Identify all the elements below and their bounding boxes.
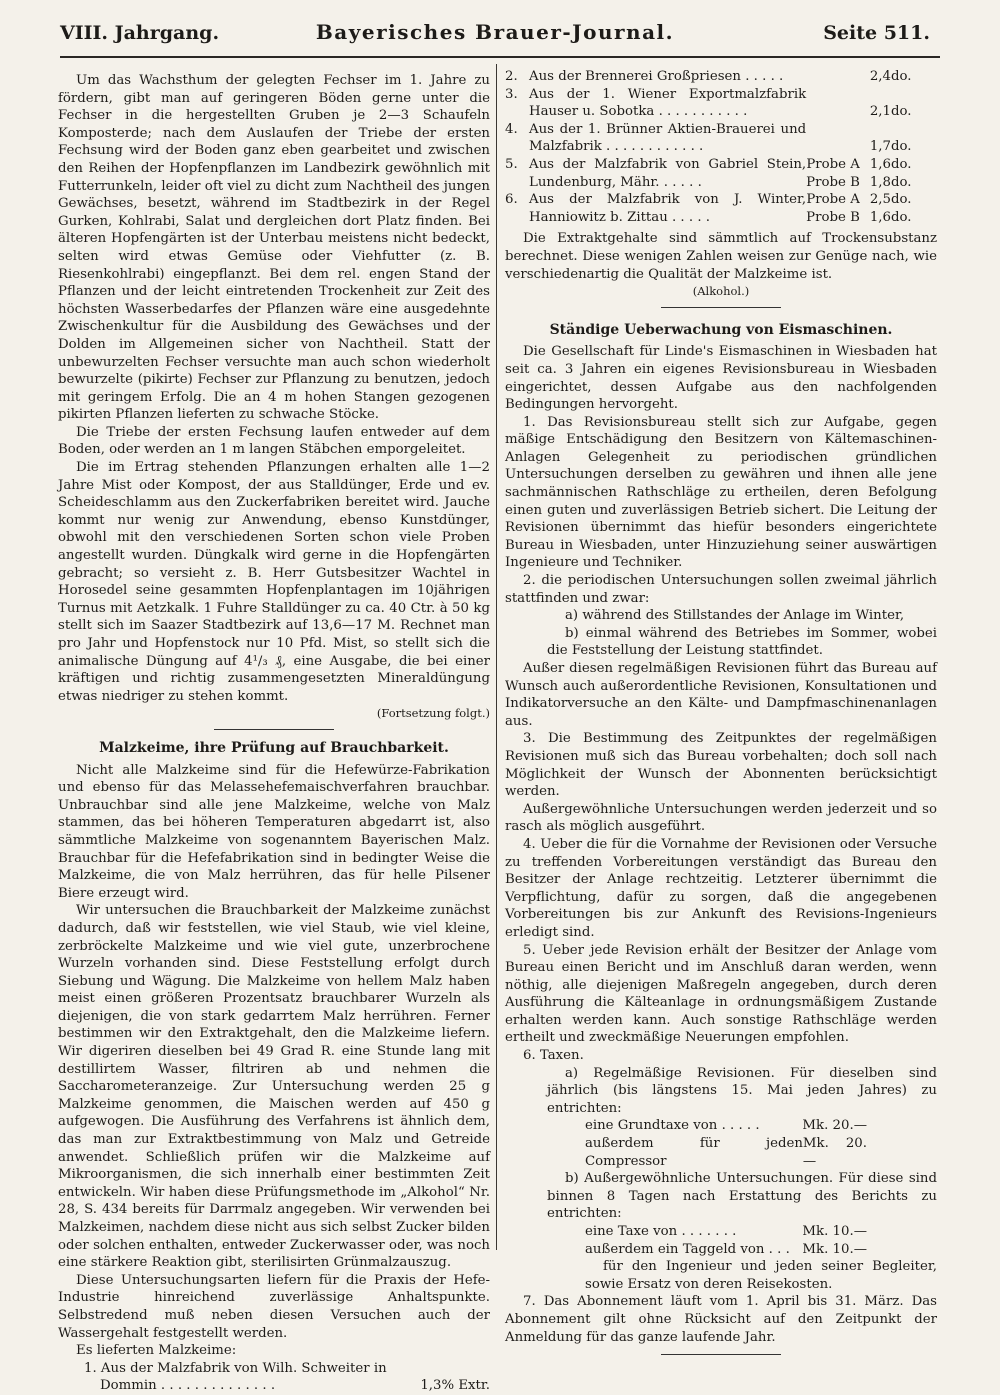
probe-label: Probe B [806,209,860,225]
result-source: Aus der Malzfabrik von Gabriel Stein, Lundenburg, Mähr. . . . . . [529,156,807,190]
probe-label: Probe A [806,156,860,172]
malt-section-title: Malzkeime, ihre Prüfung auf Brauchbarkeit. [99,739,449,756]
probe-b-row [806,209,891,227]
probe-label: Probe B [806,174,860,190]
ice-section-title: Ständige Ueberwachung von Eismaschinen. [549,321,893,338]
result-source: Aus der 1. Brünner Aktien-Brauerei und Malzfabrik . . . . . . . . . . . . [529,121,807,155]
probe-b-row [806,174,891,192]
result-unit: do. [891,156,912,172]
ice-condition-6a: a) Regelmäßige Revisionen. Für dieselben sind jährlich (bis längstens 15. Mai jeden Jahres) zu entrichten: [547,1065,937,1116]
result-unit: do. [891,209,912,225]
malt-paragraph: Diese Untersuchungsarten liefern für die Praxis der Hefe-Industrie hinreichend zuverlässige Anhaltspunkte. Selbstredend muß neben diesen Versuchen auch der Wassergehalt festgestellt werden. [58,1272,490,1341]
ice-condition-2: 2. die periodischen Untersuchungen sollen zweimal jährlich stattfinden und zwar: [505,573,937,606]
ice-condition-6c: für den Ingenieur und jeden seiner Begleiter, sowie Ersatz von deren Reisekosten. [585,1259,937,1292]
column-divider [496,64,497,1250]
result-num: 6. [505,192,518,208]
ice-condition-2a: a) während des Stillstandes der Anlage im Winter, [565,608,905,624]
ice-condition-5: 5. Ueber jede Revision erhält der Besitzer der Anlage vom Bureau einen Bericht und im Anschluß daran werden, wenn nöthig, alle diejenigen Maßregeln angegeben, durch deren Ausführung die Kälteanlage in ordnungsmäßigem Zustande erhalten werden kann. Auch sonstige Rathschläge werden ertheilt und zweckmäßige Neuerungen empfohlen. [505,942,937,1046]
malt-paragraph: Es lieferten Malzkeime: [76,1343,237,1359]
result-row [505,156,937,191]
source-note: (Alkohol.) [692,284,750,299]
result-row [505,86,937,121]
fee-row [505,1241,937,1259]
right-column [505,68,937,1365]
fee-label: eine Taxe von . . . . . . . [585,1224,737,1239]
ice-condition-3b: Außergewöhnliche Untersuchungen werden jederzeit und so rasch als möglich ausgeführt. [505,801,937,835]
fee-value: Mk. 20.— [802,1136,867,1169]
fee-value: Mk. 20.— [802,1118,867,1134]
result-value-pair [806,191,891,226]
result-unit: do. [891,192,912,208]
result-num: 4. [505,121,518,137]
ice-condition-7: 7. Das Abonnement läuft vom 1. April bis 31. März. Das Abonnement gilt ohne Rücksicht auf den Zeitpunkt der Anmeldung für das ganze laufende Jahr. [505,1294,937,1345]
section-separator [661,1354,781,1355]
probe-a-row [806,156,891,174]
fee-row [505,1223,937,1241]
fee-value: Mk. 10.— [802,1224,867,1239]
result-num: 3. [505,86,518,102]
result-value: 2,1 [869,104,891,120]
result-unit-pair [891,191,937,226]
fee-value: Mk. 10.— [802,1241,867,1257]
fee-row [505,1117,937,1135]
continuation-note: (Fortsetzung folgt.) [376,706,490,721]
result-unit: do. [891,104,912,120]
probe-a-row [806,191,891,209]
result-source: Aus der Brennerei Großpriesen . . . . . [529,69,784,84]
malt-item-1-line1: 1. Aus der Malzfabrik von Wilh. Schweiter in [84,1360,387,1376]
ice-condition-6b: b) Außergewöhnliche Untersuchungen. Für diese sind binnen 8 Tagen nach Erstattung des Berichts zu entrichten: [547,1171,937,1222]
result-unit: do. [891,69,912,84]
ice-condition-4: 4. Ueber die für die Vornahme der Revisionen oder Versuche zu treffenden Vorbereitungen verständigt das Bureau den Besitzer der Anlage rechtzeitig. Letzterer übernimmt die Verpflichtung, dafür zu sorgen, daß die angegebenen Vorbereitungen bis zur Ankunft des Revisions-Ingenieurs erledigt sind. [505,836,937,940]
probe-value: 1,8 [869,174,891,190]
result-num: 2. [505,69,518,84]
extract-note: Die Extraktgehalte sind sämmtlich auf Trockensubstanz berechnet. Diese wenigen Zahlen weisen zur Genüge nach, wie verschiedenartig die Qualität der Malzkeime ist. [505,231,937,282]
result-source: Aus der Malzfabrik von J. Winter, Hanniowitz b. Zittau . . . . . [529,192,807,225]
fee-row [505,1135,937,1170]
page-header [60,20,930,50]
ice-condition-1: 1. Das Revisionsbureau stellt sich zur Aufgabe, gegen mäßige Entschädigung den Besitzern von Kältemaschinen-Anlagen Gelegenheit zu periodischen gründlichen Untersuchungen derselben zu gewähren und ihnen alle jene sachmännischen Rathschläge zu ertheilen, deren Befolgung einen guten und zuverlässigen Betrieb sichert. Die Leitung der Revisionen übernimmt das hiefür besonders eingerichtete Bureau in Wiesbaden, unter Hinzuziehung seiner auswärtigen Ingenieure und Techniker. [505,414,937,571]
ice-condition-2b: b) einmal während des Betriebes im Sommer, wobei die Feststellung der Leistung stattfindet. [547,625,937,659]
journal-title: Bayerisches Brauer-Journal. [315,20,675,44]
result-value: 2,4 [869,69,891,84]
hop-paragraph: Die im Ertrag stehenden Pflanzungen erhalten alle 1—2 Jahre Mist oder Kompost, der aus Stalldünger, Erde und ev. Scheideschlamm aus den Zuckerfabriken bereitet wird. Jauche kommt nur wenig zur Anwendung, ebenso Kunstdünger, obwohl mit den verschiedenen Sorten schon viele Proben angestellt wurden. Düngkalk wird gerne in die Hopfengärten gebracht; so versieht z. B. Herr Gutsbesitzer Wachtel in Horosedel seine gesammten Hopfenplantagen im 10jährigen Turnus mit Aetzkalk. 1 Fuhre Stalldünger zu ca. 40 Ctr. à 50 kg stellt sich im Saazer Stadtbezirk auf 13,6—17 M. Rechnet man pro Jahr und Hopfenstock nur 10 Pfd. Mist, so stellt sich die animalische Düngung auf 4¹/₃ ₰, eine Ausgabe, die bei einer kräftigen und richtig zusammengesetzten Mineraldüngung etwas niedriger zu stehen kommt. [58,460,490,704]
probe-value: 1,6 [869,209,891,225]
malt-item-1-row [58,1377,490,1395]
header-rule [60,56,940,58]
hop-paragraph: Die Triebe der ersten Fechsung laufen entweder auf dem Boden, oder werden an 1 m langen Stäbchen emporgeleitet. [58,424,490,458]
volume-label: VIII. Jahrgang. [60,22,220,44]
ice-condition-3: 3. Die Bestimmung des Zeitpunktes der regelmäßigen Revisionen muß sich das Bureau vorbehalten; doch soll nach Möglichkeit der Wunsch der Abonnenten berücksichtigt werden. [505,731,937,800]
result-value-pair [806,156,891,191]
malt-paragraph: Wir untersuchen die Brauchbarkeit der Malzkeime zunächst dadurch, daß wir feststellen, wie viel Staub, wie viel kleine, zerbröckelte Malzkeime und wie viel gute, unzerbrochene Wurzeln vorhanden sind. Diese Feststellung erfolgt durch Siebung und Wägung. Die Malzkeime von hellem Malz haben meist einen größeren Prozentsatz brauchbarer Wurzeln als diejenigen, die von stark gedarrtem Malz herrühren. Ferner bestimmen wir den Extraktgehalt, den die Malzkeime liefern. Wir digeriren dieselben bei 49 Grad R. eine Stunde lang mit destillirtem Wasser, filtriren ab und nehmen die Saccharometeranzeige. Zur Untersuchung werden 25 g Malzkeime genommen, die Maischen werden auf 450 g aufgewogen. Die Ausführung des Verfahrens ist ähnlich dem, das man zur Extraktbestimmung von Malz und Getreide anwendet. Schließlich prüfen wir die Malzkeime auf Mikroorganismen, die sich innerhalb einer bestimmten Zeit entwickeln. Wir haben diese Prüfungsmethode im „Alkohol“ Nr. 28, S. 434 bereits für Darrmalz angegeben. Wir verwenden bei Malzkeimen, nachdem diese nicht aus sich selbst Zucker bilden oder solchen enthalten, entweder Zuckerwasser oder, was noch eine stärkere Reaktion gibt, sterilisirten Grünmalzauszug. [58,903,490,1271]
result-num: 5. [505,156,518,172]
result-unit-pair [891,156,937,191]
result-source: Aus der 1. Wiener Exportmalzfabrik Hauser u. Sobotka . . . . . . . . . . . [529,86,807,120]
malt-item-1-line2: Dommin . . . . . . . . . . . . . . [100,1378,276,1394]
page-number: Seite 511. [823,22,930,44]
result-value: 1,7 [869,139,891,155]
section-separator [214,729,334,730]
result-unit: do. [891,174,912,190]
malt-paragraph: Nicht alle Malzkeime sind für die Hefewürze-Fabrikation und ebenso für das Melassehefemaischverfahren brauchbar. Unbrauchbar sind alle jene Malzkeime, welche von Malz stammen, das bei höheren Temperaturen abgedarrt ist, also sämmtliche Malzkeime von sogenanntem Bayerischen Malz. Brauchbar für die Hefefabrikation sind in bedingter Weise die Malzkeime, die von Malz herrühren, das für helle Pilsener Biere erzeugt wird. [58,762,490,901]
probe-value: 1,6 [869,156,891,172]
result-row [505,68,937,86]
ice-condition-2c: Außer diesen regelmäßigen Revisionen führt das Bureau auf Wunsch auch außerordentliche Revisionen, Konsultationen und Indikatorversuche an den Kälte- und Dampfmaschinenanlagen aus. [505,661,937,729]
probe-label: Probe A [806,192,860,208]
fee-label: eine Grundtaxe von . . . . . [585,1118,760,1134]
result-row [505,191,937,226]
fee-label: außerdem ein Taggeld von . . . [585,1241,790,1257]
probe-value: 2,5 [869,192,891,208]
result-unit: do. [891,139,912,155]
ice-condition-6: 6. Taxen. [523,1048,584,1064]
result-row [505,121,937,156]
left-column [58,72,490,1395]
ice-intro: Die Gesellschaft für Linde's Eismaschinen in Wiesbaden hat seit ca. 3 Jahren ein eigenes Revisionsbureau in Wiesbaden eingerichtet, dessen Aufgabe aus den nachfolgenden Bedingungen hervorgeht. [505,344,937,413]
section-separator [661,307,781,308]
fee-label: außerdem für jeden Compressor [585,1136,803,1169]
hop-paragraph: Um das Wachsthum der gelegten Fechser im 1. Jahre zu fördern, gibt man auf geringeren Böden gerne unter die Fechser in die hergestellten Gruben je 2—3 Schaufeln Komposterde; nach dem Auslaufen der Triebe der ersten Fechsung wird der Boden ganz eben gearbeitet und zwischen den Reihen der Hopfenpflanzen im Landbezirk gewöhnlich mit Futterrunkeln, leider oft viel zu dicht zum Nachtheil des jungen Gewächses, besetzt, während im Stadtbezirk in der Regel Gurken, Kohlrabi, Salat und dergleichen dort Platz finden. Bei älteren Hopfengärten ist der Unterbau meistens nicht bedeckt, selten wird etwas Gemüse oder Viehfutter (z. B. Riesenkohlrabi) eingepflanzt. Bei dem rel. engen Stand der Pflanzen und der leicht eintretenden Trockenheit zur Zeit des höchsten Wasserbedarfes der Pflanzen wäre eine ausgedehnte Zwischenkultur für die Ausbildung des Gewächses und der Dolden im Allgemeinen sicher von Nachtheil. Statt der unbewurzelten Fechser versuchte man auch schon wiederholt bewurzelte (pikirte) Fechser zur Pflanzung zu benutzen, jedoch mit geringem Erfolg. Die an 4 m hohen Stangen gezogenen pikirten Pflanzen lieferten zu schwache Stöcke. [58,73,490,423]
malt-item-1-value: 1,3% Extr. [420,1378,490,1394]
malt-results-table [505,68,937,226]
